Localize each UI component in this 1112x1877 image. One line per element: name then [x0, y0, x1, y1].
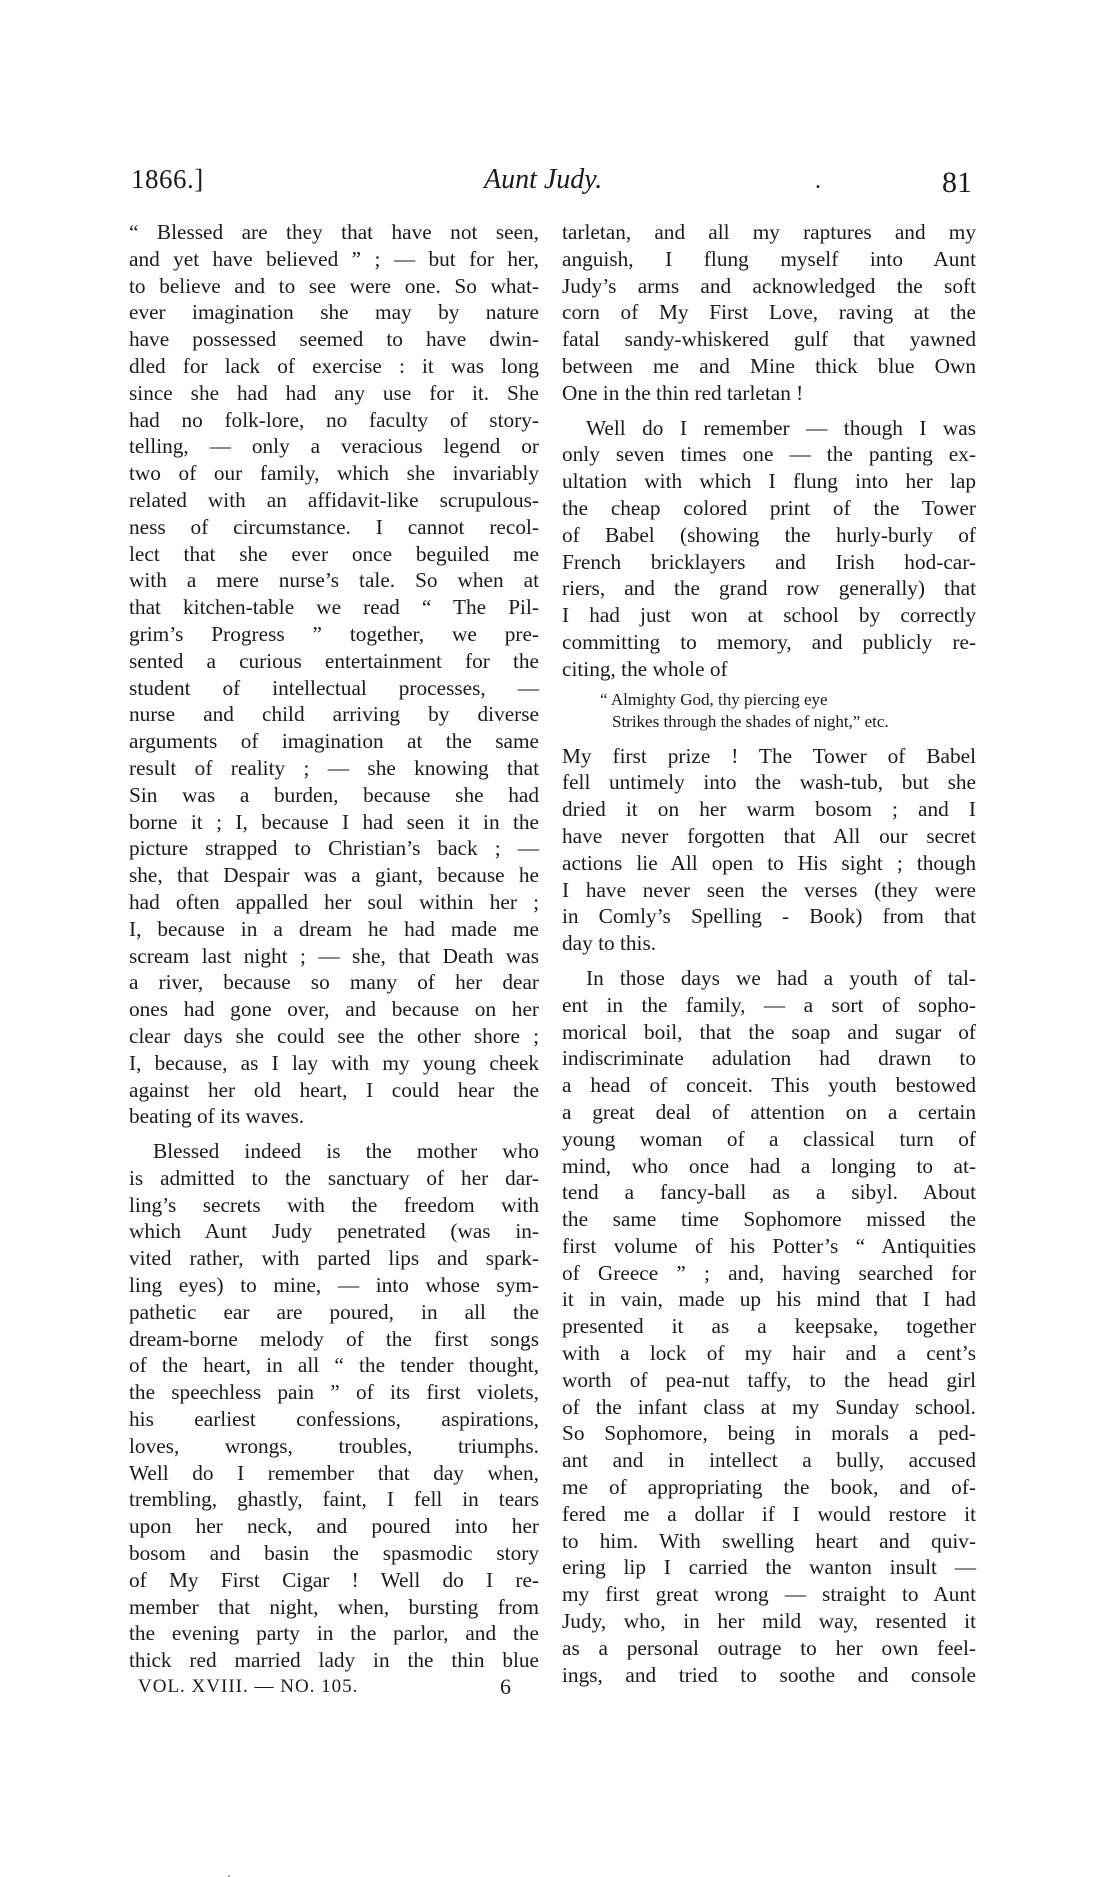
text-line: the cheap colored print of the Tower	[562, 495, 976, 520]
running-head	[0, 162, 1112, 202]
text-line: between me and Mine thick blue Own	[562, 353, 976, 378]
text-line: me of appropriating the book, and of-	[562, 1475, 976, 1500]
text-line: ness of circumstance. I cannot recol-	[129, 514, 539, 539]
text-line: ling eyes) to mine, — into whose sym-	[129, 1273, 539, 1298]
text-line: upon her neck, and poured into her	[129, 1514, 539, 1539]
text-line: In those days we had a youth of tal-	[586, 965, 976, 990]
text-line: Well do I remember that day when,	[129, 1460, 539, 1485]
verse-line: “ Almighty God, thy piercing eye	[600, 689, 828, 709]
text-line: result of reality ; — she knowing that	[129, 755, 539, 780]
text-line: day to this.	[562, 931, 657, 956]
text-line: tarletan, and all my raptures and my	[562, 220, 976, 244]
text-line: thick red married lady in the thin blue	[129, 1648, 539, 1673]
header-title: Aunt Judy.	[484, 164, 603, 195]
text-line: a head of conceit. This youth bestowed	[562, 1073, 976, 1098]
text-line: So Sophomore, being in morals a ped-	[562, 1421, 976, 1446]
text-line: related with an affidavit-like scrupulous-	[129, 487, 539, 512]
text-line: Judy, who, in her mild way, resented it	[562, 1609, 976, 1634]
text-line: dried it on her warm bosom ; and I	[562, 797, 976, 822]
text-line: I, because, as I lay with my young cheek	[129, 1050, 539, 1075]
text-line: ering lip I carried the wanton insult —	[562, 1555, 976, 1580]
left-column	[129, 219, 539, 1674]
text-line: ling’s secrets with the freedom with	[129, 1192, 539, 1217]
text-line: member that night, when, bursting from	[129, 1594, 539, 1619]
text-line: fered me a dollar if I would restore it	[562, 1501, 976, 1526]
paragraph	[129, 1138, 539, 1674]
paragraph-gap	[562, 407, 976, 415]
text-line: I had just won at school by correctly	[562, 603, 976, 628]
text-line: beating of its waves.	[129, 1104, 305, 1129]
text-line: ent in the family, — a sort of sopho-	[562, 992, 976, 1017]
text-line: fatal sandy-whiskered gulf that yawned	[562, 327, 976, 352]
text-line: ultation with which I flung into her lap	[562, 469, 976, 494]
text-line: had no folk-lore, no faculty of story-	[129, 407, 539, 432]
paragraph	[562, 743, 976, 957]
text-line: only seven times one — the panting ex-	[562, 442, 976, 467]
text-line: ones had gone over, and because on her	[129, 997, 539, 1022]
text-line: his earliest confessions, aspirations,	[129, 1407, 539, 1432]
text-line: French bricklayers and Irish hod-car-	[562, 549, 976, 574]
text-line: telling, — only a veracious legend or	[129, 434, 539, 459]
text-line: I, because in a dream he had made me	[129, 916, 539, 941]
text-line: clear days she could see the other shore ;	[129, 1023, 539, 1048]
text-line: scream last night ; — she, that Death was	[129, 943, 539, 968]
text-line: with a lock of my hair and a cent’s	[562, 1341, 976, 1366]
text-line: dled for lack of exercise : it was long	[129, 353, 539, 378]
text-line: Judy’s arms and acknowledged the soft	[562, 273, 976, 298]
text-line: have never forgotten that All our secret	[562, 823, 976, 848]
text-line: arguments of imagination at the same	[129, 729, 539, 754]
text-line: Blessed indeed is the mother who	[153, 1139, 539, 1164]
text-line: pathetic ear are poured, in all the	[129, 1299, 539, 1324]
text-line: picture strapped to Christian’s back ; —	[129, 836, 539, 861]
text-line: lect that she ever once beguiled me	[129, 541, 539, 566]
text-line: with a mere nurse’s tale. So when at	[129, 568, 539, 593]
stray-mark: .	[815, 168, 821, 194]
header-year: 1866.]	[131, 164, 204, 194]
text-line: of the heart, in all “ the tender thought,	[129, 1353, 539, 1378]
text-line: young woman of a classical turn of	[562, 1126, 976, 1151]
text-line: fell untimely into the wash-tub, but she	[562, 770, 976, 795]
text-line: student of intellectual processes, —	[129, 675, 539, 700]
text-line: a river, because so many of her dear	[129, 970, 539, 995]
text-line: as a personal outrage to her own feel-	[562, 1635, 976, 1660]
text-line: indiscriminate adulation had drawn to	[562, 1046, 976, 1071]
paragraph	[562, 219, 976, 407]
text-line: riers, and the grand row generally) that	[562, 576, 976, 601]
text-line: first volume of his Potter’s “ Antiquities	[562, 1233, 976, 1258]
text-line: committing to memory, and publicly re-	[562, 629, 976, 654]
text-line: two of our family, which she invariably	[129, 461, 539, 486]
text-line: it in vain, made up his mind that I had	[562, 1287, 976, 1312]
text-line: morical boil, that the soap and sugar of	[562, 1019, 976, 1044]
text-line: of Babel (showing the hurly-burly of	[562, 522, 976, 547]
text-line: I have never seen the verses (they were	[562, 877, 976, 902]
text-line: bosom and basin the spasmodic story	[129, 1541, 539, 1566]
text-line: presented it as a keepsake, together	[562, 1314, 976, 1339]
text-line: grim’s Progress ” together, we pre-	[129, 621, 539, 646]
text-line: My first prize ! The Tower of Babel	[562, 743, 976, 768]
page-number: 81	[942, 166, 972, 199]
text-line: against her old heart, I could hear the	[129, 1077, 539, 1102]
text-line: trembling, ghastly, faint, I fell in tears	[129, 1487, 539, 1512]
page-footer	[0, 1676, 1112, 1706]
text-line: the speechless pain ” of its first violets,	[129, 1380, 539, 1405]
text-line: anguish, I flung myself into Aunt	[562, 246, 976, 271]
text-line: of the infant class at my Sunday school.	[562, 1394, 976, 1419]
text-line: my first great wrong — straight to Aunt	[562, 1582, 976, 1607]
text-line: vited rather, with parted lips and spark-	[129, 1246, 539, 1271]
text-line: she, that Despair was a giant, because he	[129, 863, 539, 888]
quoted-verse	[562, 683, 976, 743]
text-line: borne it ; I, because I had seen it in the	[129, 809, 539, 834]
text-line: and yet have believed ” ; — but for her,	[129, 246, 539, 271]
text-line: ant and in intellect a bully, accused	[562, 1448, 976, 1473]
volume-signature: VOL. XVIII. — NO. 105.	[138, 1676, 359, 1697]
text-line: the same time Sophomore missed the	[562, 1207, 976, 1232]
text-line: the evening party in the parlor, and the	[129, 1621, 539, 1646]
text-line: tend a fancy-ball as a sibyl. About	[562, 1180, 976, 1205]
paragraph	[562, 965, 976, 1689]
text-line: ings, and tried to soothe and console	[562, 1662, 976, 1687]
paragraph-gap	[562, 957, 976, 965]
text-line: a great deal of attention on a certain	[562, 1099, 976, 1124]
text-line: citing, the whole of	[562, 656, 728, 681]
text-line: worth of pea-nut taffy, to the head girl	[562, 1367, 976, 1392]
text-line: in Comly’s Spelling - Book) from that	[562, 904, 976, 929]
right-column	[562, 219, 976, 1688]
text-line: which Aunt Judy penetrated (was in-	[129, 1219, 539, 1244]
text-line: Sin was a burden, because she had	[129, 782, 539, 807]
sheet-number: 6	[500, 1674, 511, 1699]
text-line: had often appalled her soul within her ;	[129, 889, 539, 914]
text-line: Well do I remember — though I was	[586, 415, 976, 440]
paragraph	[129, 219, 539, 1130]
text-line: is admitted to the sanctuary of her dar-	[129, 1165, 539, 1190]
text-line: “ Blessed are they that have not seen,	[129, 220, 539, 244]
verse-line: Strikes through the shades of night,” etc.	[612, 711, 889, 731]
text-line: ever imagination she may by nature	[129, 300, 539, 325]
text-line: of My First Cigar ! Well do I re-	[129, 1567, 539, 1592]
paragraph	[562, 415, 976, 683]
text-line: One in the thin red tarletan !	[562, 380, 804, 405]
text-line: to him. With swelling heart and quiv-	[562, 1528, 976, 1553]
text-line: mind, who once had a longing to at-	[562, 1153, 976, 1178]
text-line: sented a curious entertainment for the	[129, 648, 539, 673]
text-line: dream-borne melody of the first songs	[129, 1326, 539, 1351]
text-line: loves, wrongs, troubles, triumphs.	[129, 1433, 539, 1458]
text-line: corn of My First Love, raving at the	[562, 300, 976, 325]
text-line: that kitchen-table we read “ The Pil-	[129, 595, 539, 620]
text-line: of Greece ” ; and, having searched for	[562, 1260, 976, 1285]
text-line: since she had had any use for it. She	[129, 380, 539, 405]
text-line: actions lie All open to His sight ; though	[562, 850, 976, 875]
paragraph-gap	[129, 1130, 539, 1138]
text-line: to believe and to see were one. So what-	[129, 273, 539, 298]
text-line: nurse and child arriving by diverse	[129, 702, 539, 727]
text-line: have possessed seemed to have dwin-	[129, 327, 539, 352]
